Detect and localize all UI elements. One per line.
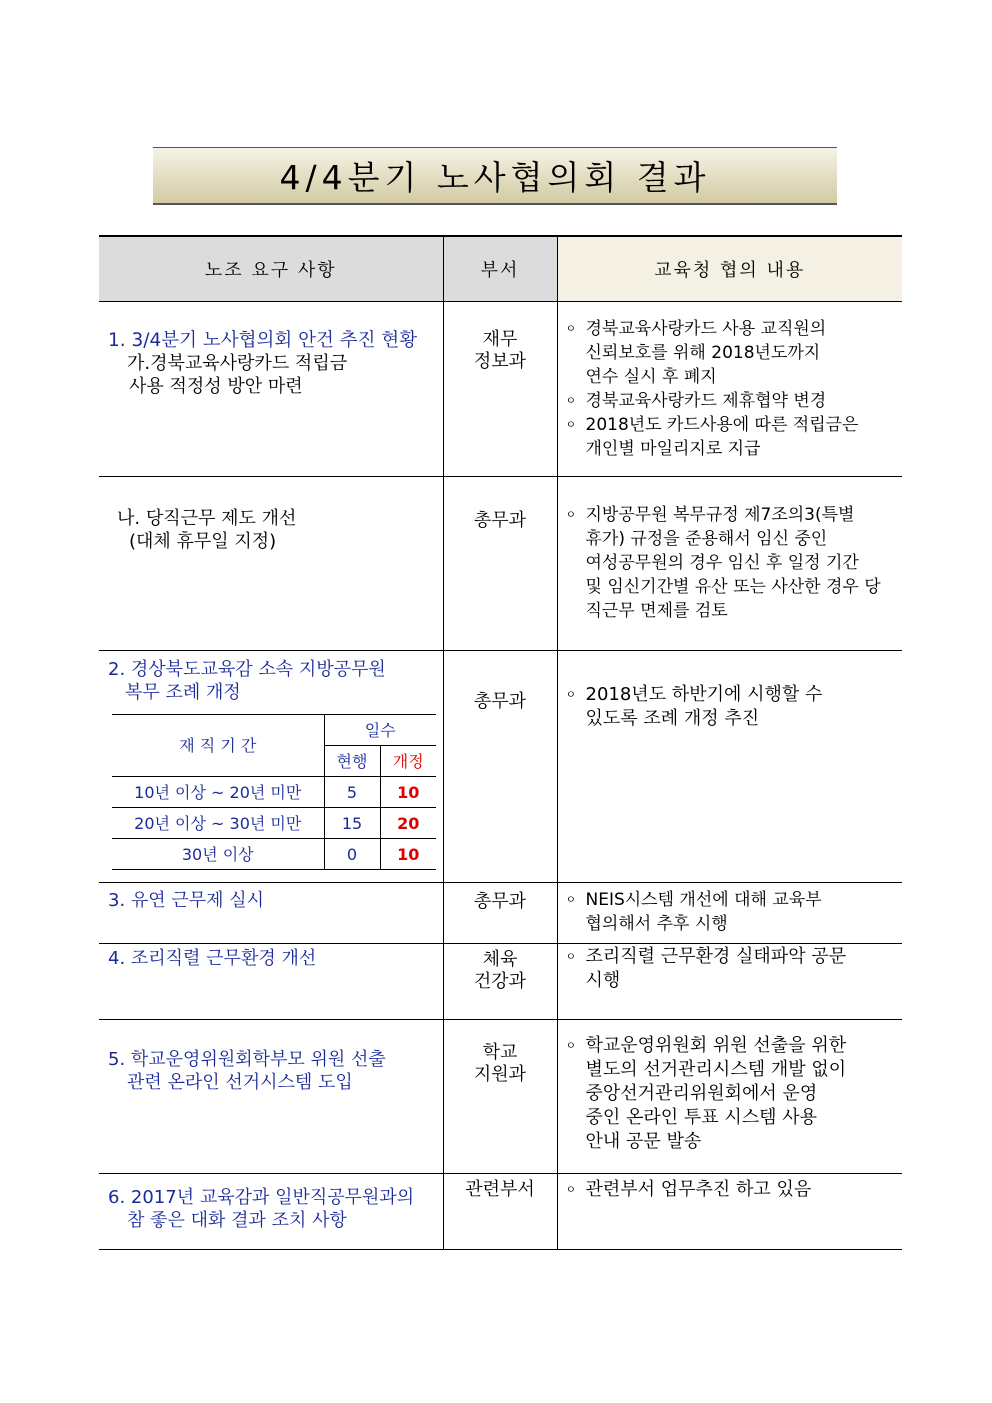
content-cell (557, 302, 902, 477)
dept-label: 관련부서 (465, 1179, 535, 1200)
revised-cell: 10 (380, 777, 436, 808)
period-cell: 20년 이상 ~ 30년 미만 (112, 808, 324, 839)
dept-label: 재무 (482, 329, 518, 350)
content-line: 시행 (585, 970, 621, 991)
dept-label: 총무과 (473, 691, 527, 712)
request-subtitle: 나. 당직근무 제도 개선 (117, 508, 297, 529)
content-line: 있도록 조례 개정 추진 (585, 708, 760, 729)
table-row (99, 1020, 902, 1174)
subtable-row (112, 839, 436, 870)
content-item (558, 413, 903, 461)
period-cell: 10년 이상 ~ 20년 미만 (112, 777, 324, 808)
request-cell (99, 302, 443, 477)
table-row (99, 883, 902, 944)
content-cell (557, 651, 902, 883)
period-header: 재 직 기 간 (112, 715, 324, 777)
dept-cell (443, 477, 557, 651)
request-title: 관련 온라인 선거시스템 도입 (127, 1072, 353, 1093)
content-cell (557, 1020, 902, 1174)
content-item (558, 317, 903, 389)
request-title: 3. 유연 근무제 실시 (108, 890, 265, 911)
dept-label: 건강과 (473, 971, 527, 992)
content-list (558, 651, 903, 731)
current-cell: 5 (324, 777, 380, 808)
request-title: 복무 조례 개정 (125, 682, 241, 703)
content-line: 신뢰보호를 위해 2018년도까지 (585, 343, 821, 363)
revised-cell: 10 (380, 839, 436, 870)
content-list (558, 477, 903, 623)
content-line: 휴가) 규정을 준용해서 임신 중인 (585, 529, 828, 549)
dept-label: 총무과 (473, 891, 527, 912)
content-list (558, 302, 903, 461)
content-line: 안내 공문 발송 (585, 1131, 702, 1152)
request-title: 5. 학교운영위원회학부모 위원 선출 (108, 1049, 386, 1070)
request-title: 참 좋은 대화 결과 조치 사항 (127, 1210, 347, 1231)
period-cell: 30년 이상 (112, 839, 324, 870)
dept-label: 정보과 (473, 351, 527, 372)
dept-label: 총무과 (473, 510, 527, 531)
request-subtitle: 사용 적정성 방안 마련 (129, 376, 303, 397)
content-line: ㅇ 2018년도 하반기에 시행할 수 (585, 684, 823, 705)
table-header-row (99, 236, 902, 302)
page-title-box (153, 147, 837, 205)
content-line: 연수 실시 후 폐지 (585, 367, 717, 387)
content-cell (557, 944, 902, 1020)
content-line: ㅇ 2018년도 카드사용에 따른 적립금은 (585, 415, 859, 435)
current-cell: 15 (324, 808, 380, 839)
content-item (558, 503, 903, 623)
header-content: 교육청 협의 내용 (557, 236, 902, 302)
request-cell (99, 1174, 443, 1250)
content-line: 개인별 마일리지로 지급 (585, 439, 761, 459)
current-cell: 0 (324, 839, 380, 870)
dept-label: 지원과 (473, 1064, 527, 1085)
content-list (558, 1020, 903, 1154)
negotiation-results-table (99, 235, 902, 1250)
days-header: 일수 (324, 715, 436, 746)
request-subtitle: 가.경북교육사랑카드 적립금 (127, 353, 348, 374)
table-row (99, 477, 902, 651)
content-line: 중인 온라인 투표 시스템 사용 (585, 1107, 818, 1128)
dept-cell (443, 883, 557, 944)
service-period-table (112, 714, 436, 870)
content-line: 협의해서 추후 시행 (585, 914, 728, 934)
dept-label: 체육 (482, 949, 518, 970)
content-item (558, 1178, 903, 1202)
current-header: 현행 (324, 746, 380, 777)
request-title: 2. 경상북도교육감 소속 지방공무원 (108, 659, 386, 680)
request-cell (99, 477, 443, 651)
content-cell (557, 883, 902, 944)
content-list (558, 883, 903, 936)
request-cell (99, 883, 443, 944)
content-line: ㅇ 지방공무원 복무규정 제7조의3(특별 (585, 505, 855, 525)
content-line: ㅇ 관련부서 업무추진 하고 있음 (585, 1179, 812, 1200)
dept-cell (443, 302, 557, 477)
request-subtitle: (대체 휴무일 지정) (129, 531, 277, 552)
header-dept: 부서 (443, 236, 557, 302)
request-cell (99, 944, 443, 1020)
content-line: 및 임신기간별 유산 또는 사산한 경우 당 (585, 577, 881, 597)
dept-label: 학교 (482, 1042, 518, 1063)
content-line: 별도의 선거관리시스템 개발 없이 (585, 1059, 847, 1080)
request-title: 1. 3/4분기 노사협의회 안건 추진 현황 (108, 330, 418, 351)
dept-cell (443, 1174, 557, 1250)
dept-cell (443, 651, 557, 883)
dept-cell (443, 944, 557, 1020)
content-line: ㅇ 경북교육사랑카드 제휴협약 변경 (585, 391, 827, 411)
page-title: 4/4분기 노사협의회 결과 (279, 158, 711, 197)
request-cell (99, 1020, 443, 1174)
revised-header: 개정 (380, 746, 436, 777)
subtable-row (112, 777, 436, 808)
content-line: 여성공무원의 경우 임신 후 일정 기간 (585, 553, 859, 573)
header-request: 노조 요구 사항 (99, 236, 443, 302)
table-row (99, 651, 902, 883)
content-item (558, 1034, 903, 1154)
content-item (558, 945, 903, 993)
request-cell (99, 651, 443, 883)
content-line: ㅇ 조리직렬 근무환경 실태파악 공문 (585, 946, 847, 967)
content-line: 중앙선거관리위원회에서 운영 (585, 1083, 818, 1104)
content-line: ㅇ 학교운영위원회 위원 선출을 위한 (585, 1035, 847, 1056)
table-row (99, 1174, 902, 1250)
content-line: ㅇ NEIS시스템 개선에 대해 교육부 (585, 890, 822, 910)
content-list (558, 944, 903, 993)
subtable-row (112, 808, 436, 839)
table-row (99, 302, 902, 477)
content-item (558, 683, 903, 731)
content-item (558, 888, 903, 936)
content-list (558, 1174, 903, 1202)
content-item (558, 389, 903, 413)
request-title: 6. 2017년 교육감과 일반직공무원과의 (108, 1187, 415, 1208)
content-cell (557, 477, 902, 651)
content-cell (557, 1174, 902, 1250)
dept-cell (443, 1020, 557, 1174)
revised-cell: 20 (380, 808, 436, 839)
table-row (99, 944, 902, 1020)
content-line: ㅇ 경북교육사랑카드 사용 교직원의 (585, 319, 827, 339)
content-line: 직근무 면제를 검토 (585, 601, 728, 621)
request-title: 4. 조리직렬 근무환경 개선 (108, 948, 317, 969)
